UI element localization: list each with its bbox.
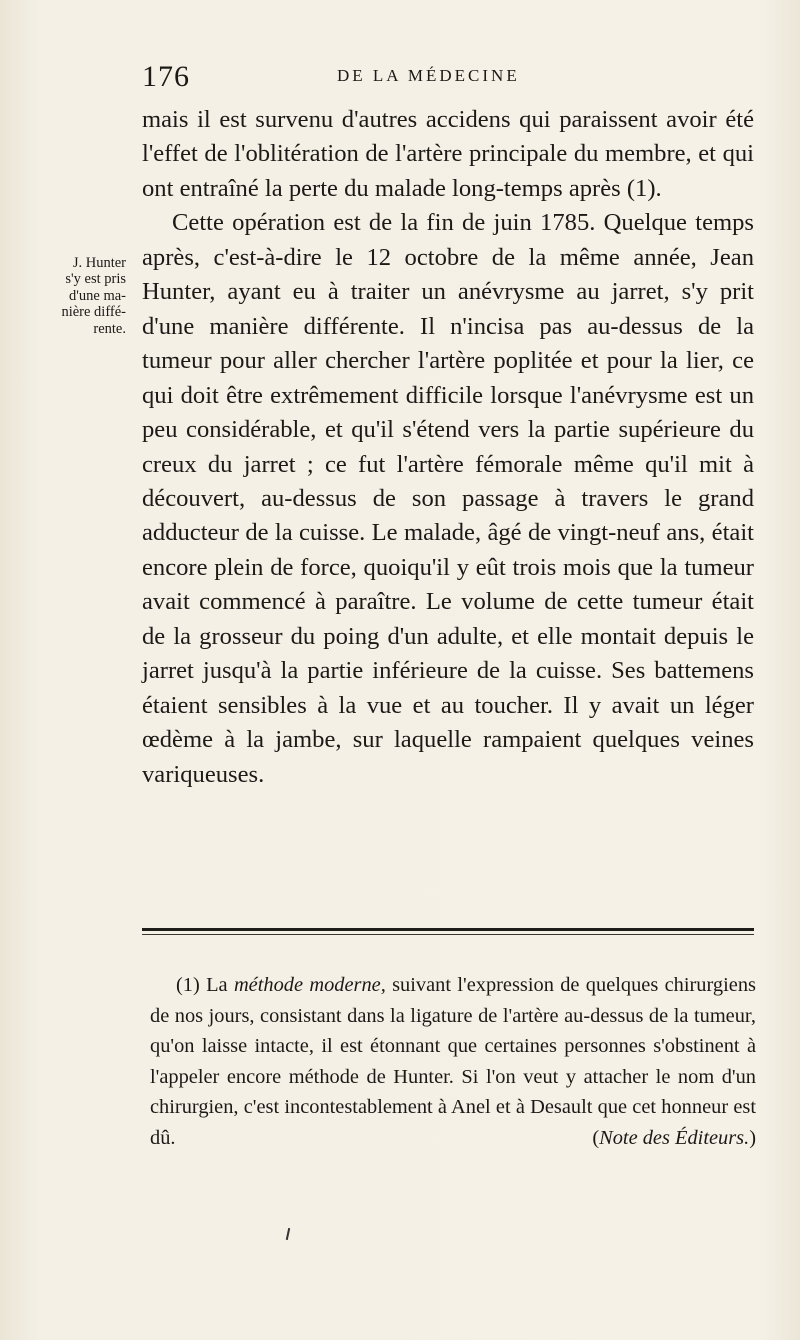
paragraph-continuation: mais il est survenu d'autres accidens qui paraissent avoir été l'effet de l'oblitération de l'artère principale du membre, et qui ont entraîné la perte du malade long-temps après (1). <box>142 106 754 202</box>
margin-note <box>34 255 126 337</box>
footnote-paragraph <box>150 970 756 1154</box>
footnote-text: suivant l'expression de quelques chirurgiens de nos jours, consistant dans la ligature de l'artère au-dessus de la tumeur, qu'on laisse intacte, il est étonnant que certaines personnes s'obstinent à l'appeler encore méthode de Hunter. Si l'on veut y attacher le nom d'un chirurgien, c'est incontestablement à Anel et à Desault que cet honneur est dû. <box>150 974 756 1149</box>
page-number: 176 <box>142 60 190 93</box>
footnote-italic: méthode moderne, <box>233 974 386 996</box>
footnote-rule-thin <box>142 934 754 935</box>
running-head: DE LA MÉDECINE <box>337 66 520 85</box>
footnote-marker: (1) La <box>176 974 228 996</box>
footnote-signature-italic: Note des Éditeurs. <box>599 1126 750 1149</box>
footnote-rule <box>142 928 754 931</box>
main-text <box>142 103 754 792</box>
ink-mark <box>286 1228 290 1240</box>
footnote <box>150 970 756 1154</box>
margin-note-line: J. Hunter <box>72 255 126 271</box>
page-header <box>142 60 754 94</box>
margin-note-line: s'y est pris <box>65 271 126 288</box>
footnote-signature: (Note des Éditeurs.) <box>592 1126 756 1149</box>
margin-note-line: rente. <box>93 320 126 337</box>
margin-note-line: d'une ma- <box>69 287 126 304</box>
paragraph: Cette opération est de la fin de juin 1785. Quelque temps après, c'est-à-dire le 12 octobre de la même année, Jean Hunter, ayant eu à traiter un anévrysme au jarret, s'y prit d'une manière différente. Il n'incisa pas au-dessus de la tumeur pour aller chercher l'artère poplitée et pour la lier, ce qui doit être extrêmement difficile lorsque l'anévrysme est un peu considérable, et qu'il s'étend vers la partie supérieure du creux du jarret ; ce fut l'artère fémorale même qu'il mit à découvert, au-dessus de son passage à travers le grand adducteur de la cuisse. Le malade, âgé de vingt-neuf ans, était encore plein de force, quoiqu'il y eût trois mois que la tumeur avait commencé à paraître. Le volume de cette tumeur était de la grosseur du poing d'un adulte, et elle montait depuis le jarret jusqu'à la partie inférieure de la cuisse. Ses battemens étaient sensibles à la vue et au toucher. Il y avait un léger œdème à la jambe, sur laquelle rampaient quelques veines variqueuses. <box>142 209 754 788</box>
margin-note-line: nière diffé- <box>61 304 126 321</box>
